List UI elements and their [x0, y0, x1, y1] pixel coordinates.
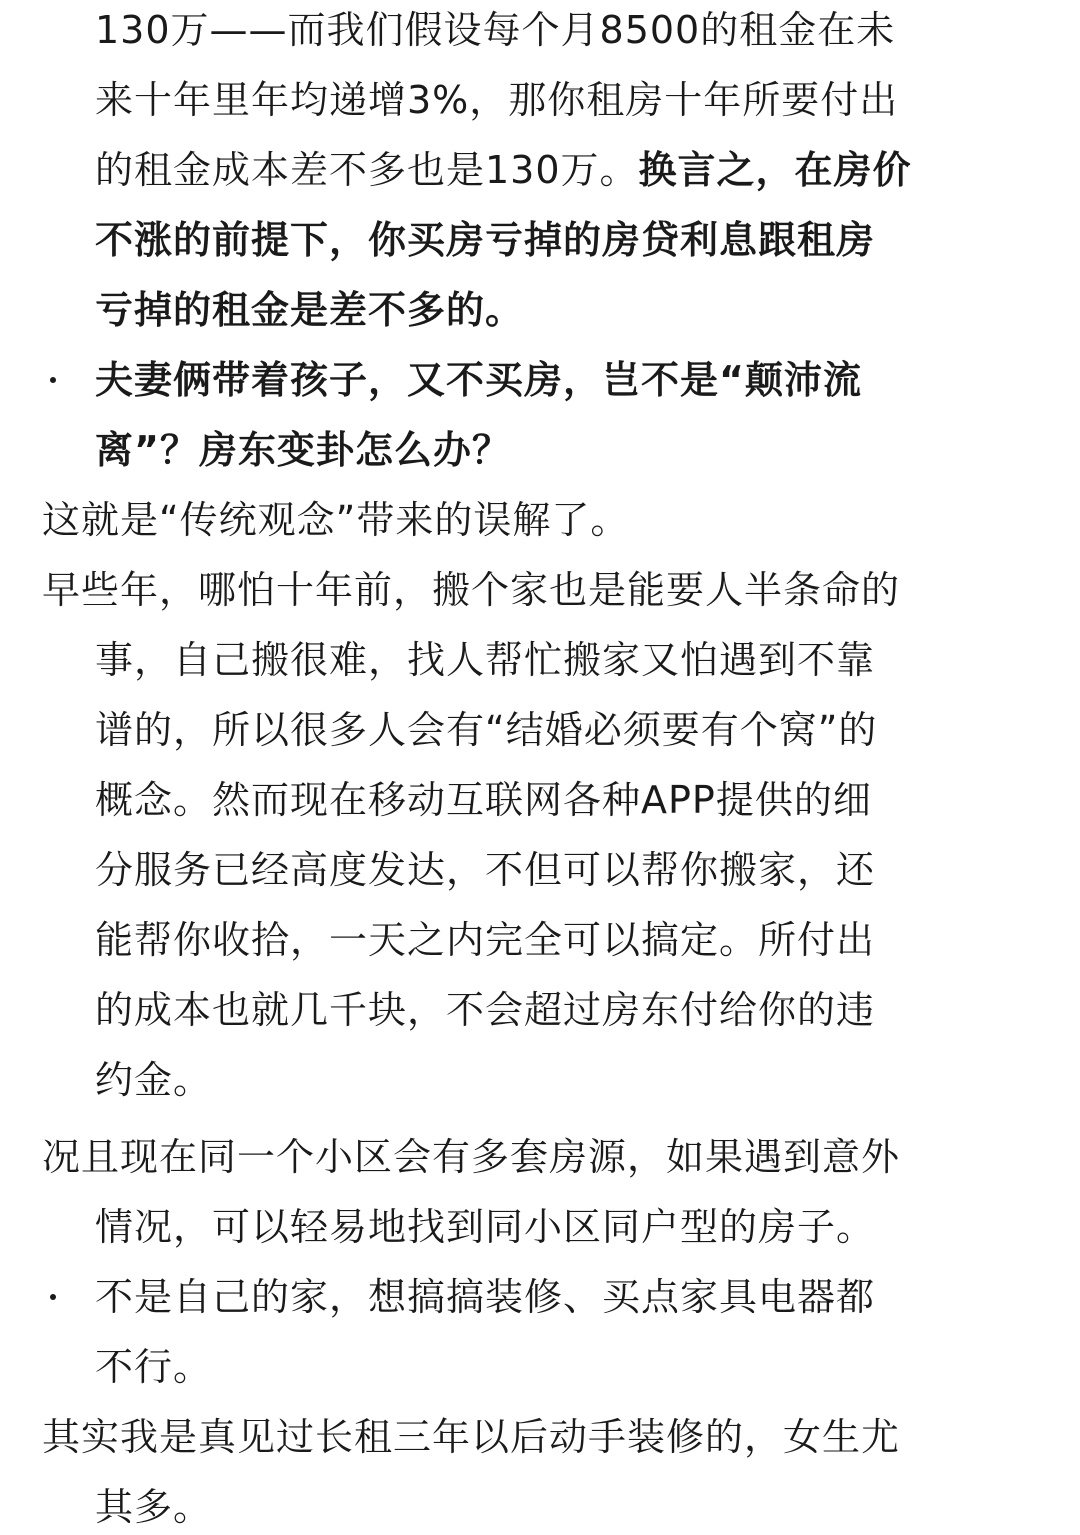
paragraph-line: 情况，可以轻易地找到同小区同户型的房子。: [95, 1205, 876, 1249]
paragraph-line: 的成本也就几千块，不会超过房东付给你的违: [95, 988, 876, 1032]
text-normal: 的租金成本差不多也是130万。: [95, 148, 639, 192]
bullet-line-bold: 夫妻俩带着孩子，又不买房，岂不是“颠沛流: [95, 358, 862, 402]
text-line: 来十年里年均递增3%，那你租房十年所要付出: [95, 78, 899, 122]
bullet-dot-icon: [50, 1294, 56, 1300]
paragraph-line: 概念。然而现在移动互联网各种APP提供的细: [95, 778, 872, 822]
paragraph-line: 能帮你收拾，一天之内完全可以搞定。所付出: [95, 918, 876, 962]
bullet-line-bold: 离”？房东变卦怎么办？: [95, 428, 511, 472]
paragraph-line: 其实我是真见过长租三年以后动手装修的，女生尤: [42, 1415, 901, 1459]
paragraph-line: 分服务已经高度发达，不但可以帮你搬家，还: [95, 848, 876, 892]
paragraph-line: 这就是“传统观念”带来的误解了。: [42, 498, 630, 542]
bullet-line: 不是自己的家，想搞搞装修、买点家具电器都: [95, 1275, 876, 1319]
text-bold: 换言之，在房价: [638, 148, 912, 192]
text-line-bold: 不涨的前提下，你买房亏掉的房贷利息跟租房: [95, 218, 876, 262]
bullet-line: 不行。: [95, 1345, 213, 1389]
text-line: [95, 135, 912, 205]
paragraph-line: 况且现在同一个小区会有多套房源，如果遇到意外: [42, 1135, 901, 1179]
bullet-dot-icon: [50, 377, 56, 383]
paragraph-line: 约金。: [95, 1058, 213, 1102]
paragraph-line: 谱的，所以很多人会有“结婚必须要有个窝”的: [95, 708, 878, 752]
text-line-bold: 亏掉的租金是差不多的。: [95, 288, 525, 332]
text-line: 130万——而我们假设每个月8500的租金在未: [95, 8, 896, 52]
paragraph-line: 事，自己搬很难，找人帮忙搬家又怕遇到不靠: [95, 638, 876, 682]
paragraph-line: 早些年，哪怕十年前，搬个家也是能要人半条命的: [42, 568, 901, 612]
paragraph-line: 其多。: [95, 1485, 213, 1529]
